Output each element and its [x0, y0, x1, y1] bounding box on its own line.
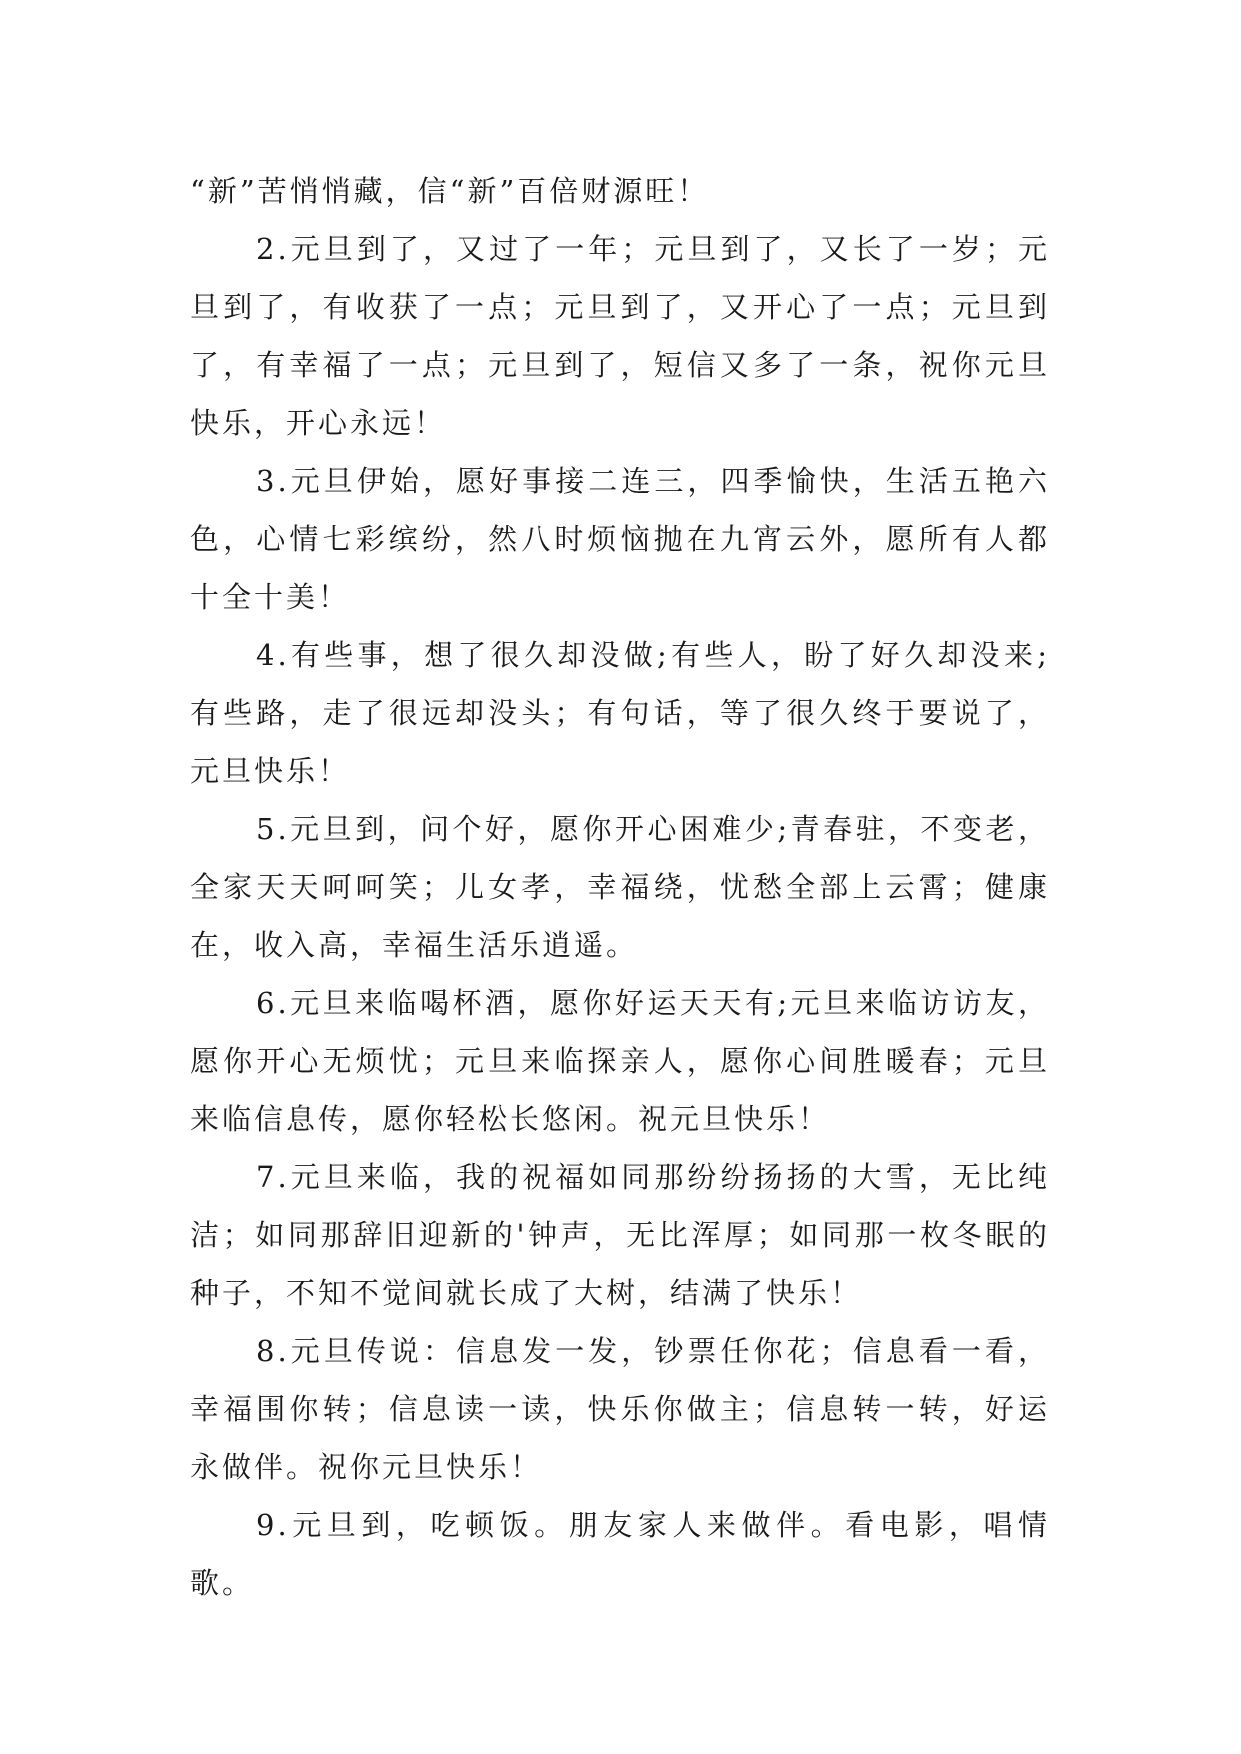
paragraph-item-2: 2.元旦到了，又过了一年；元旦到了，又长了一岁；元旦到了，有收获了一点；元旦到了，又开心了一点；元旦到了，有幸福了一点；元旦到了，短信又多了一条，祝你元旦快乐，开心永远！	[190, 232, 1050, 440]
paragraph-item-6: 6.元旦来临喝杯酒，愿你好运天天有;元旦来临访访友，愿你开心无烦忧；元旦来临探亲人，愿你心间胜暖春；元旦来临信息传，愿你轻松长悠闲。祝元旦快乐！	[190, 986, 1050, 1136]
paragraph-item-5: 5.元旦到，问个好，愿你开心困难少;青春驻，不变老，全家天天呵呵笑；儿女孝，幸福绕，忧愁全部上云霄；健康在，收入高，幸福生活乐逍遥。	[190, 812, 1050, 962]
paragraph-item-9: 9.元旦到，吃顿饭。朋友家人来做伴。看电影，唱情歌。	[190, 1508, 1050, 1600]
paragraph-continuation: “新”苦悄悄藏，信“新”百倍财源旺！	[190, 174, 710, 208]
paragraph-item-8: 8.元旦传说：信息发一发，钞票任你花；信息看一看，幸福围你转；信息读一读，快乐你做主；信息转一转，好运永做伴。祝你元旦快乐！	[190, 1334, 1050, 1484]
paragraph-item-7: 7.元旦来临，我的祝福如同那纷纷扬扬的大雪，无比纯洁；如同那辞旧迎新的'钟声，无比浑厚；如同那一枚冬眠的种子，不知不觉间就长成了大树，结满了快乐！	[190, 1160, 1050, 1310]
paragraph-item-3: 3.元旦伊始，愿好事接二连三，四季愉快，生活五艳六色，心情七彩缤纷，然八时烦恼抛在九宵云外，愿所有人都十全十美！	[190, 464, 1050, 614]
document-body	[190, 162, 1050, 1612]
paragraph-item-4: 4.有些事，想了很久却没做;有些人，盼了好久却没来;有些路，走了很远却没头；有句话，等了很久终于要说了，元旦快乐！	[190, 638, 1050, 788]
